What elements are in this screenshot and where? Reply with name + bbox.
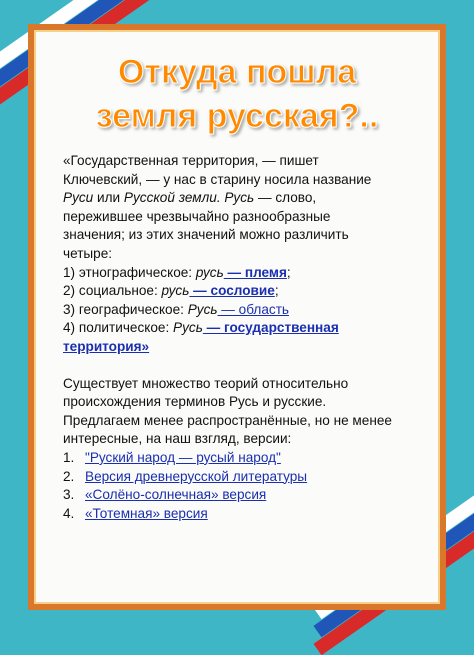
meaning-item bbox=[63, 319, 393, 356]
version-item bbox=[63, 505, 393, 524]
theories-text: Существует множество теорий относительно происхождения терминов Русь и русские. Предлагаем менее распространённые, но не менее интересные, на наш взгляд, версии: bbox=[63, 375, 392, 447]
version-link-drevnerusskaya[interactable]: Версия древнерусской литературы bbox=[85, 468, 308, 484]
meaning-item bbox=[63, 264, 393, 283]
version-link-soleno-solnechnaya[interactable]: «Солёно-солнечная» версия bbox=[85, 487, 267, 503]
meaning-suffix: ; bbox=[286, 264, 291, 280]
version-number: 4. bbox=[63, 505, 75, 521]
meaning-word: русь bbox=[161, 283, 190, 299]
meaning-suffix: ; bbox=[274, 283, 279, 299]
version-number: 1. bbox=[63, 449, 75, 465]
meaning-link-territoriya[interactable]: — государственная территория» bbox=[63, 320, 339, 354]
meaning-word: Русь bbox=[173, 320, 203, 336]
meaning-prefix: 3) географическое: bbox=[63, 301, 188, 317]
meaning-link-plemya[interactable]: — племя bbox=[223, 264, 287, 280]
version-item bbox=[63, 468, 393, 487]
meaning-prefix: 4) политическое: bbox=[63, 320, 174, 336]
meaning-item bbox=[63, 282, 393, 301]
title-line-1: Откуда пошла bbox=[117, 53, 357, 91]
spacer bbox=[63, 357, 393, 375]
meaning-link-oblast[interactable]: — область bbox=[217, 301, 290, 317]
version-item bbox=[63, 449, 393, 468]
version-link-totemnaya[interactable]: «Тотемная» версия bbox=[85, 505, 208, 521]
quote-rusi: Руси bbox=[63, 190, 94, 206]
meaning-prefix: 2) социальное: bbox=[63, 283, 162, 299]
page-title bbox=[36, 50, 438, 138]
meaning-prefix: 1) этнографическое: bbox=[63, 264, 196, 280]
version-link-rusy-narod[interactable]: "Руский народ — русый народ" bbox=[85, 449, 281, 465]
quote-intro-text-2: — слово, пережившее чрезвычайно разнообразные значения; из этих значений можно различить четыре: bbox=[63, 190, 349, 261]
meaning-word: русь bbox=[195, 264, 224, 280]
quote-intro bbox=[63, 152, 393, 264]
quote-or: или bbox=[93, 190, 124, 206]
quote-russkoy-zemli: Русской земли. Русь bbox=[123, 190, 255, 206]
meaning-item bbox=[63, 301, 393, 320]
meaning-link-soslovie[interactable]: — сословие bbox=[189, 283, 275, 299]
version-number: 2. bbox=[63, 468, 75, 484]
content-panel bbox=[34, 30, 440, 604]
version-number: 3. bbox=[63, 487, 75, 503]
content-frame bbox=[28, 24, 446, 610]
quote-intro-text: «Государственная территория, — пишет Ключевский, — у нас в старину носила название bbox=[63, 153, 372, 187]
version-item bbox=[63, 486, 393, 505]
versions-list bbox=[63, 449, 393, 523]
meaning-word: Русь bbox=[187, 301, 218, 317]
title-line-2: земля русская?.. bbox=[95, 97, 379, 135]
main-text bbox=[63, 152, 393, 523]
